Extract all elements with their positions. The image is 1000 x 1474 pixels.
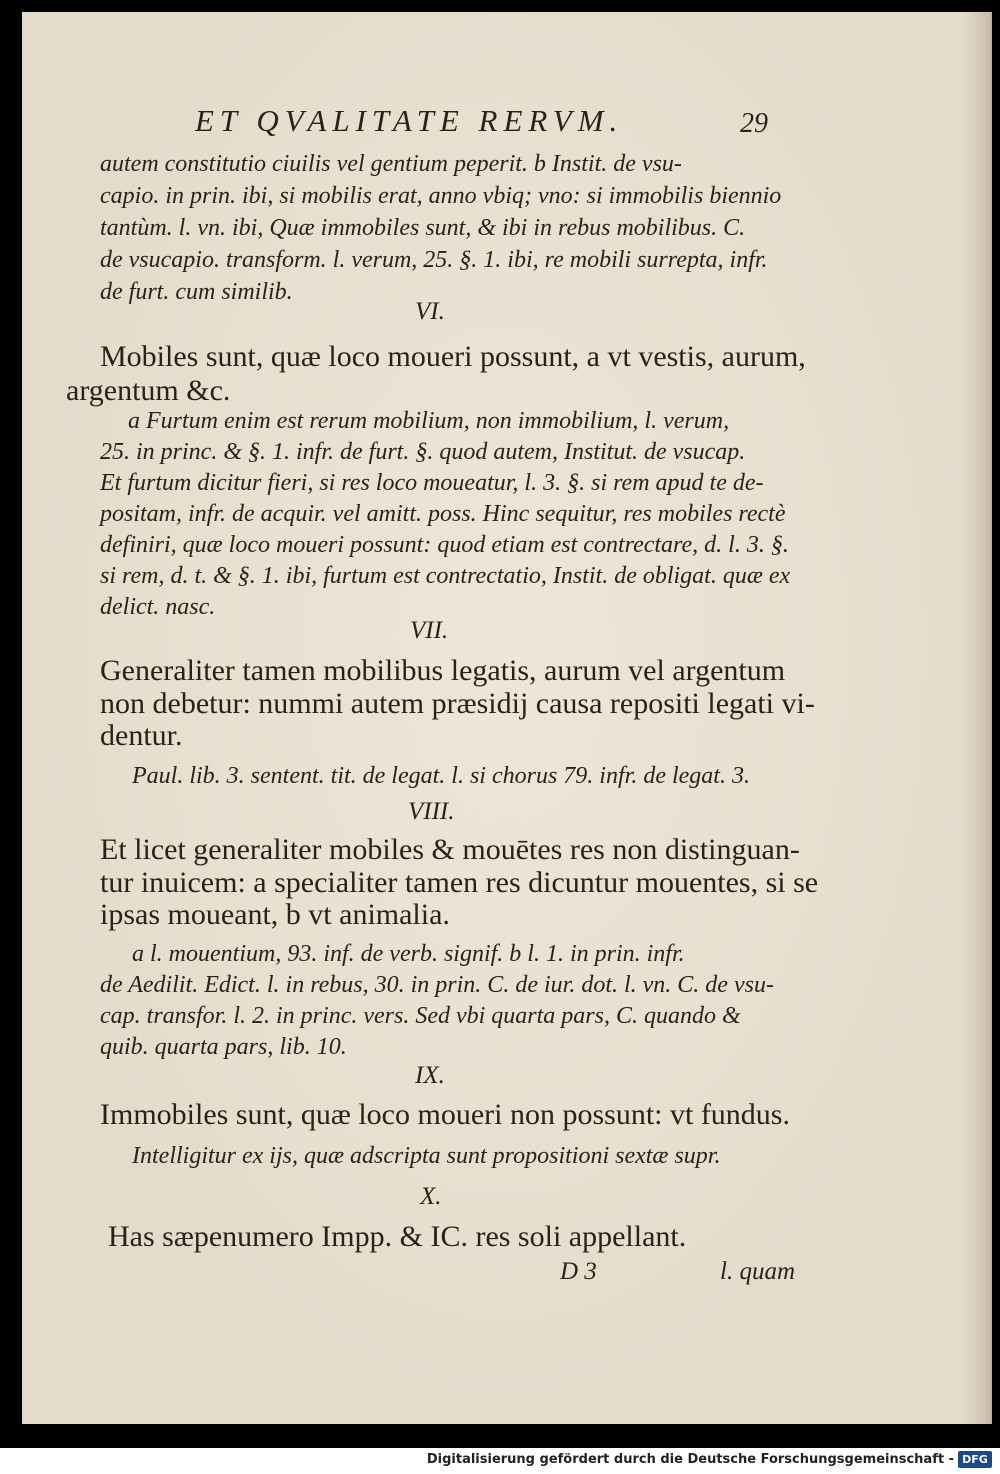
note-line: de Aedilit. Edict. l. in rebus, 30. in prin. C. de iur. dot. l. vn. C. de vsu- [100,972,774,998]
note-line: definiri, quæ loco moueri possunt: quod etiam est contrectare, d. l. 3. §. [100,532,789,558]
main-text-line: tur inuicem: a specialiter tamen res dicuntur mouentes, si se [100,866,819,899]
note-line: autem constitutio ciuilis vel gentium peperit. b Instit. de vsu- [100,151,682,177]
note-line: delict. nasc. [100,594,216,620]
note-line: Et furtum dicitur fieri, si res loco moueatur, l. 3. §. si rem apud te de- [100,470,764,496]
running-header: ET QVALITATE RERVM. [195,103,624,138]
main-text-line: non debetur: nummi autem præsidij causa repositi legati vi- [100,687,815,720]
dfg-logo: DFG [958,1451,992,1468]
note-line: de vsucapio. transform. l. verum, 25. §. 1. ibi, re mobili surrepta, infr. [100,247,768,273]
section-number: IX. [415,1062,445,1089]
note-line: tantùm. l. vn. ibi, Quæ immobiles sunt, & ibi in rebus mobilibus. C. [100,215,746,241]
note-line: cap. transfor. l. 2. in princ. vers. Sed vbi quarta pars, C. quando & [100,1003,741,1029]
main-text-line: Generaliter tamen mobilibus legatis, aurum vel argentum [100,654,786,687]
note-line: capio. in prin. ibi, si mobilis erat, anno vbiq; vno: si immobilis biennio [100,183,782,209]
main-text-line: Immobiles sunt, quæ loco moueri non possunt: vt fundus. [100,1098,790,1131]
note-line: a Furtum enim est rerum mobilium, non immobilium, l. verum, [128,408,730,434]
note-line: de furt. cum similib. [100,279,293,305]
main-text-line: Et licet generaliter mobiles & mouētes res non distinguan- [100,833,800,866]
page-fold-shadow [962,12,990,1424]
main-text-line: Has sæpenumero Impp. & IC. res soli appellant. [108,1220,687,1253]
section-number: VI. [415,298,445,325]
note-line: Paul. lib. 3. sentent. tit. de legat. l. si chorus 79. infr. de legat. 3. [132,763,750,789]
section-number: VIII. [408,798,455,825]
signature-mark: D 3 [560,1258,597,1285]
note-line: quib. quarta pars, lib. 10. [100,1034,347,1060]
main-text-line: dentur. [100,719,183,752]
section-number: VII. [410,617,449,644]
note-line: a l. mouentium, 93. inf. de verb. signif. b l. 1. in prin. infr. [132,941,685,967]
catchword: l. quam [720,1258,795,1285]
main-text-line: Mobiles sunt, quæ loco moueri possunt, a vt vestis, aurum, [100,340,806,373]
main-text-line: ipsas moueant, b vt animalia. [100,898,450,931]
note-line: Intelligitur ex ijs, quæ adscripta sunt propositioni sextæ supr. [132,1143,721,1169]
note-line: 25. in princ. & §. 1. infr. de furt. §. quod autem, Institut. de vsucap. [100,439,746,465]
page-number: 29 [740,108,768,139]
main-text-line: argentum &c. [66,374,231,407]
section-number: X. [420,1183,442,1210]
note-line: positam, infr. de acquir. vel amitt. poss. Hinc sequitur, res mobiles rectè [100,501,786,527]
note-line: si rem, d. t. & §. 1. ibi, furtum est contrectatio, Instit. de obligat. quæ ex [100,563,791,589]
digitization-credit: Digitalisierung gefördert durch die Deutsche Forschungsgemeinschaft - [426,1452,954,1467]
